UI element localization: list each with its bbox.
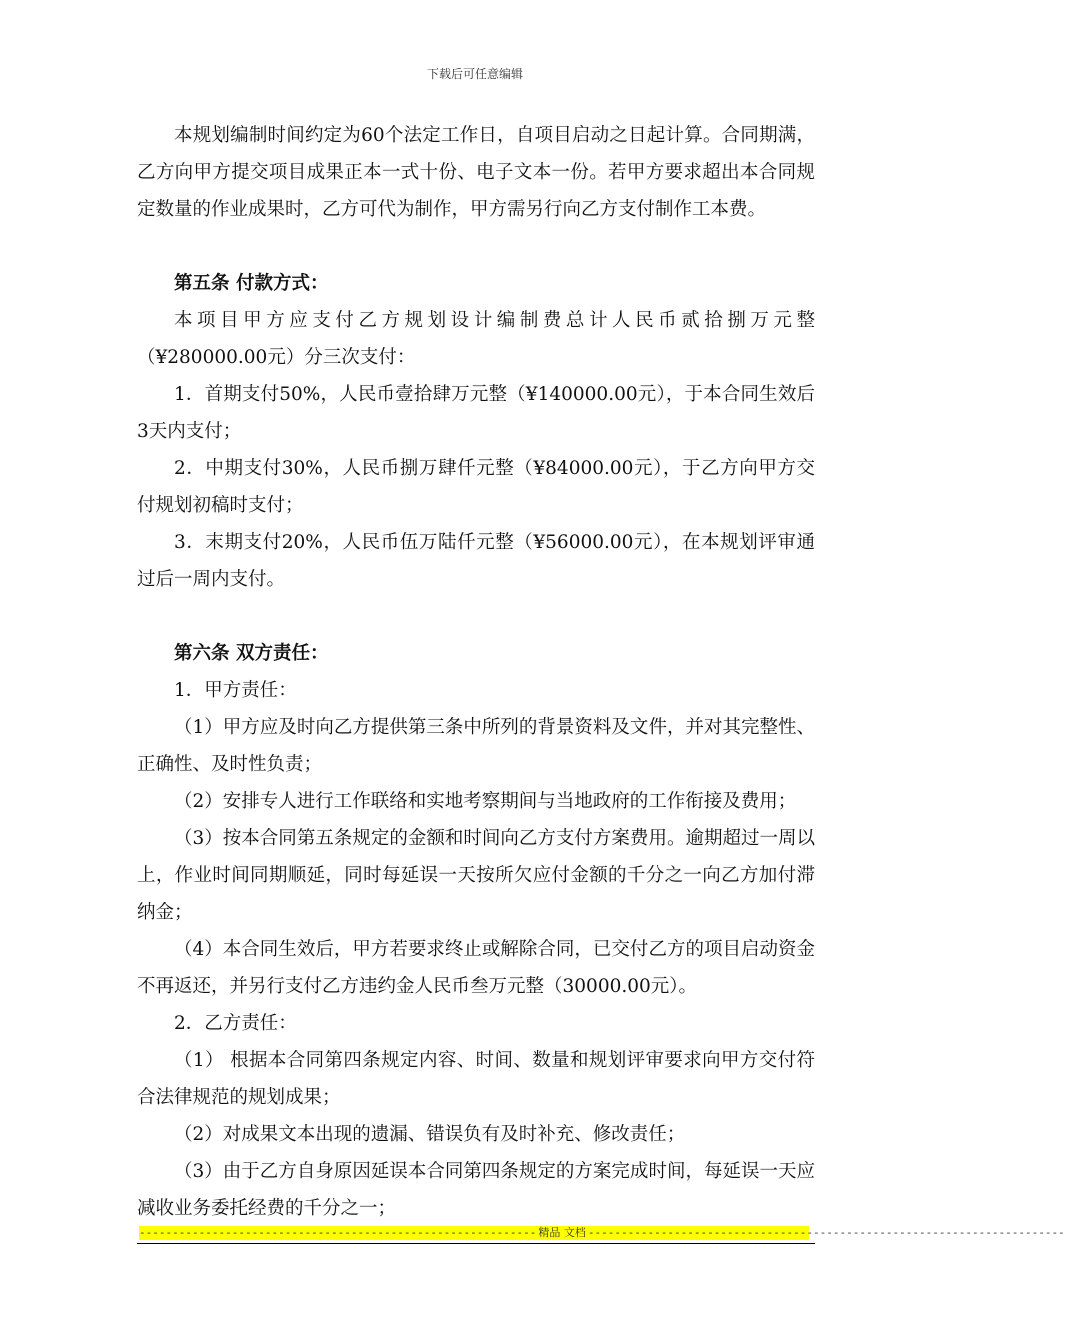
footer-rule — [137, 1243, 815, 1244]
paragraph-total-fee: 本项目甲方应支付乙方规划设计编制费总计人民币贰拾捌万元整（¥280000.00元）分三次支付： — [137, 310, 815, 368]
footer-highlight-bar — [139, 1226, 1065, 1240]
footer-right-dashes: ------------------------------------------------------------------------ — [587, 1226, 1065, 1239]
footer-center-text: 精品 文档 — [538, 1226, 586, 1239]
party-a-item-1: （1）甲方应及时向乙方提供第三条中所列的背景资料及文件，并对其完整性、正确性、及时性负责； — [137, 717, 815, 775]
party-b-item-1: （1） 根据本合同第四条规定内容、时间、数量和规划评审要求向甲方交付符合法律规范的规划成果； — [137, 1050, 815, 1108]
paragraph-payment-1: 1．首期支付50%，人民币壹拾肆万元整（¥140000.00元），于本合同生效后3天内支付； — [137, 384, 815, 442]
article-5-heading: 第五条 付款方式： — [174, 273, 329, 294]
party-a-title: 1．甲方责任： — [174, 680, 297, 701]
document-body — [137, 117, 815, 1227]
party-a-item-2: （2）安排专人进行工作联络和实地考察期间与当地政府的工作衔接及费用； — [174, 791, 797, 812]
paragraph-schedule: 本规划编制时间约定为60个法定工作日，自项目启动之日起计算。合同期满，乙方向甲方提交项目成果正本一式十份、电子文本一份。若甲方要求超出本合同规定数量的作业成果时，乙方可代为制作，甲方需另行向乙方支付制作工本费。 — [137, 125, 815, 220]
party-a-item-3: （3）按本合同第五条规定的金额和时间向乙方支付方案费用。逾期超过一周以上，作业时间同期顺延，同时每延误一天按所欠应付金额的千分之一向乙方加付滞纳金； — [137, 828, 815, 923]
page-header: 下载后可任意编辑 — [426, 67, 523, 81]
paragraph-payment-2: 2．中期支付30%，人民币捌万肆仟元整（¥84000.00元），于乙方向甲方交付规划初稿时支付； — [137, 458, 815, 516]
party-b-item-2: （2）对成果文本出现的遗漏、错误负有及时补充、修改责任； — [174, 1124, 686, 1145]
footer-left-dashes: ------------------------------------------------------------ — [139, 1226, 537, 1239]
article-6-heading: 第六条 双方责任： — [174, 643, 329, 664]
paragraph-payment-3: 3．末期支付20%，人民币伍万陆仟元整（¥56000.00元），在本规划评审通过后一周内支付。 — [137, 532, 815, 590]
party-b-item-3: （3）由于乙方自身原因延误本合同第四条规定的方案完成时间，每延误一天应减收业务委托经费的千分之一； — [137, 1161, 815, 1219]
party-b-title: 2．乙方责任： — [174, 1013, 297, 1034]
party-a-item-4: （4）本合同生效后，甲方若要求终止或解除合同，已交付乙方的项目启动资金不再返还，并另行支付乙方违约金人民币叁万元整（30000.00元）。 — [137, 939, 815, 997]
